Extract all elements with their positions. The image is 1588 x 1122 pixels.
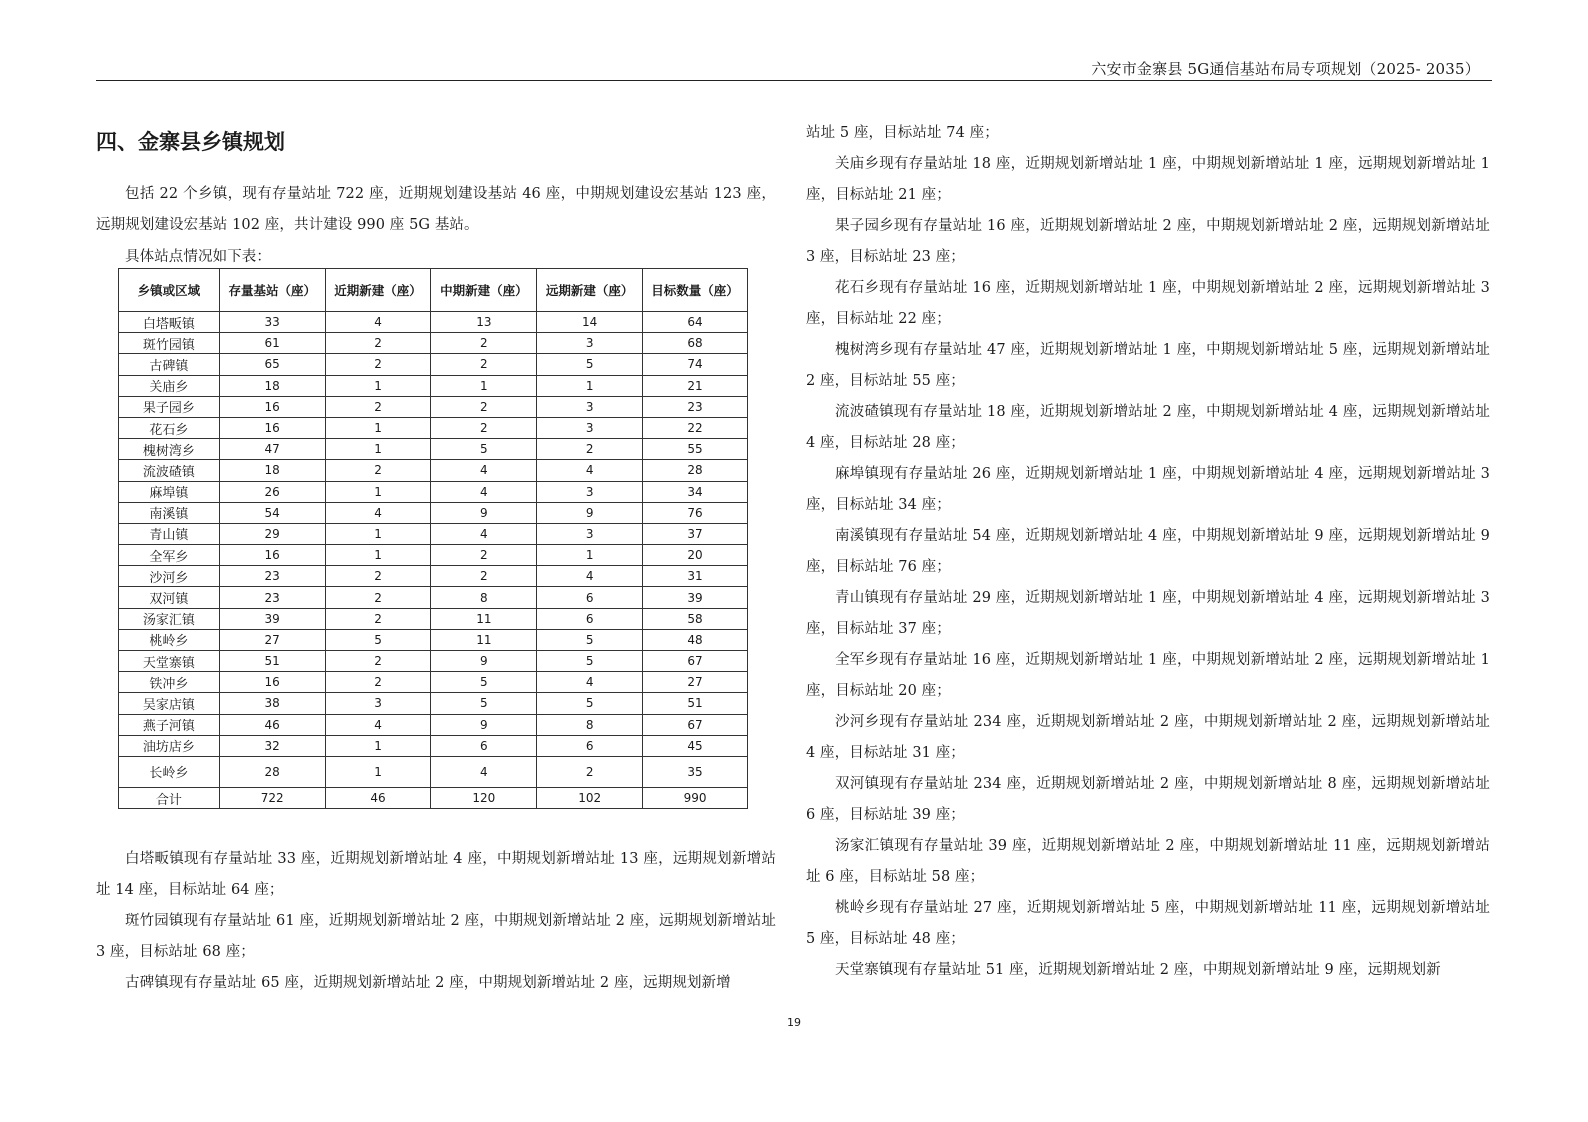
value-cell: 39 xyxy=(643,587,748,608)
table-row xyxy=(119,354,748,375)
town-name-cell: 古碑镇 xyxy=(119,354,220,375)
value-cell: 28 xyxy=(643,460,748,481)
value-cell: 29 xyxy=(219,523,325,544)
town-paragraph: 青山镇现有存量站址 29 座，近期规划新增站址 1 座，中期规划新增站址 4 座，远期规划新增站址 3 座，目标站址 37 座； xyxy=(806,590,1490,637)
right-column-text xyxy=(806,118,1490,986)
section-heading: 四、金寨县乡镇规划 xyxy=(96,130,285,154)
value-cell: 58 xyxy=(643,608,748,629)
intro-paragraph: 包括 22 个乡镇，现有存量站址 722 座，近期规划建设基站 46 座，中期规划建设宏基站 123 座，远期规划建设宏基站 102 座，共计建设 990 座 5G 基站。 xyxy=(96,186,776,233)
value-cell: 1 xyxy=(325,417,431,438)
value-cell: 1 xyxy=(325,756,431,787)
value-cell: 61 xyxy=(219,333,325,354)
table-row xyxy=(119,714,748,735)
value-cell: 1 xyxy=(537,375,643,396)
value-cell: 3 xyxy=(325,693,431,714)
value-cell: 4 xyxy=(325,714,431,735)
table-note: 具体站点情况如下表： xyxy=(125,249,271,265)
value-cell: 23 xyxy=(643,396,748,417)
town-name-cell: 铁冲乡 xyxy=(119,672,220,693)
value-cell: 9 xyxy=(431,714,537,735)
value-cell: 4 xyxy=(431,756,537,787)
value-cell: 5 xyxy=(431,693,537,714)
value-cell: 3 xyxy=(537,481,643,502)
value-cell: 2 xyxy=(431,354,537,375)
table-row xyxy=(119,545,748,566)
value-cell: 1 xyxy=(537,545,643,566)
left-column-text xyxy=(96,844,776,999)
table-header-cell: 中期新建（座） xyxy=(431,269,537,312)
town-name-cell: 吴家店镇 xyxy=(119,693,220,714)
town-name-cell: 油坊店乡 xyxy=(119,735,220,756)
value-cell: 1 xyxy=(325,523,431,544)
value-cell: 8 xyxy=(537,714,643,735)
value-cell: 55 xyxy=(643,439,748,460)
value-cell: 13 xyxy=(431,312,537,333)
table-body xyxy=(119,312,748,788)
town-name-cell: 青山镇 xyxy=(119,523,220,544)
site-statistics-table xyxy=(118,268,748,809)
town-paragraph: 双河镇现有存量站址 234 座，近期规划新增站址 2 座，中期规划新增站址 8 座，远期规划新增站址 6 座，目标站址 39 座； xyxy=(806,776,1490,823)
town-name-cell: 果子园乡 xyxy=(119,396,220,417)
value-cell: 6 xyxy=(537,587,643,608)
value-cell: 2 xyxy=(431,396,537,417)
town-name-cell: 全军乡 xyxy=(119,545,220,566)
value-cell: 33 xyxy=(219,312,325,333)
value-cell: 4 xyxy=(431,481,537,502)
value-cell: 3 xyxy=(537,333,643,354)
value-cell: 23 xyxy=(219,587,325,608)
total-cell: 102 xyxy=(537,787,643,808)
value-cell: 45 xyxy=(643,735,748,756)
value-cell: 9 xyxy=(537,502,643,523)
value-cell: 1 xyxy=(431,375,537,396)
table-header-cell: 近期新建（座） xyxy=(325,269,431,312)
town-paragraph: 斑竹园镇现有存量站址 61 座，近期规划新增站址 2 座，中期规划新增站址 2 座，远期规划新增站址 3 座，目标站址 68 座； xyxy=(96,913,776,960)
town-paragraph: 麻埠镇现有存量站址 26 座，近期规划新增站址 1 座，中期规划新增站址 4 座，远期规划新增站址 3 座，目标站址 34 座； xyxy=(806,466,1490,513)
value-cell: 20 xyxy=(643,545,748,566)
value-cell: 5 xyxy=(537,693,643,714)
value-cell: 35 xyxy=(643,756,748,787)
value-cell: 6 xyxy=(537,735,643,756)
table-header-cell: 乡镇或区域 xyxy=(119,269,220,312)
value-cell: 4 xyxy=(431,523,537,544)
table-header-cell: 远期新建（座） xyxy=(537,269,643,312)
value-cell: 2 xyxy=(537,756,643,787)
table-row xyxy=(119,481,748,502)
value-cell: 76 xyxy=(643,502,748,523)
value-cell: 21 xyxy=(643,375,748,396)
value-cell: 28 xyxy=(219,756,325,787)
value-cell: 1 xyxy=(325,545,431,566)
town-paragraph: 天堂寨镇现有存量站址 51 座，近期规划新增站址 2 座，中期规划新增站址 9 座，远期规划新 xyxy=(835,962,1441,978)
value-cell: 4 xyxy=(325,502,431,523)
town-paragraph: 流波碴镇现有存量站址 18 座，近期规划新增站址 2 座，中期规划新增站址 4 座，远期规划新增站址 4 座，目标站址 28 座； xyxy=(806,404,1490,451)
table-row xyxy=(119,502,748,523)
table-row xyxy=(119,672,748,693)
town-paragraph: 槐树湾乡现有存量站址 47 座，近期规划新增站址 1 座，中期规划新增站址 5 座，远期规划新增站址 2 座，目标站址 55 座； xyxy=(806,342,1490,389)
value-cell: 2 xyxy=(325,333,431,354)
value-cell: 9 xyxy=(431,502,537,523)
table-row xyxy=(119,735,748,756)
value-cell: 5 xyxy=(325,629,431,650)
table-row xyxy=(119,375,748,396)
value-cell: 54 xyxy=(219,502,325,523)
table-row xyxy=(119,587,748,608)
value-cell: 6 xyxy=(431,735,537,756)
value-cell: 5 xyxy=(431,439,537,460)
value-cell: 26 xyxy=(219,481,325,502)
value-cell: 5 xyxy=(537,354,643,375)
table-row xyxy=(119,439,748,460)
town-paragraph: 古碑镇现有存量站址 65 座，近期规划新增站址 2 座，中期规划新增站址 2 座，远期规划新增 xyxy=(125,975,731,991)
town-name-cell: 汤家汇镇 xyxy=(119,608,220,629)
value-cell: 2 xyxy=(325,651,431,672)
value-cell: 2 xyxy=(325,608,431,629)
value-cell: 37 xyxy=(643,523,748,544)
table-total-row xyxy=(119,787,748,808)
town-name-cell: 桃岭乡 xyxy=(119,629,220,650)
value-cell: 2 xyxy=(325,396,431,417)
table-row xyxy=(119,523,748,544)
town-paragraph: 桃岭乡现有存量站址 27 座，近期规划新增站址 5 座，中期规划新增站址 11 座，远期规划新增站址 5 座，目标站址 48 座； xyxy=(806,900,1490,947)
town-name-cell: 花石乡 xyxy=(119,417,220,438)
table-header-cell: 目标数量（座） xyxy=(643,269,748,312)
value-cell: 16 xyxy=(219,545,325,566)
total-label-cell: 合计 xyxy=(119,787,220,808)
value-cell: 4 xyxy=(537,566,643,587)
town-name-cell: 天堂寨镇 xyxy=(119,651,220,672)
table-row xyxy=(119,566,748,587)
town-name-cell: 沙河乡 xyxy=(119,566,220,587)
value-cell: 48 xyxy=(643,629,748,650)
town-paragraph: 沙河乡现有存量站址 234 座，近期规划新增站址 2 座，中期规划新增站址 2 座，远期规划新增站址 4 座，目标站址 31 座； xyxy=(806,714,1490,761)
value-cell: 2 xyxy=(325,460,431,481)
value-cell: 2 xyxy=(431,417,537,438)
value-cell: 11 xyxy=(431,608,537,629)
value-cell: 74 xyxy=(643,354,748,375)
table-header-cell: 存量基站（座） xyxy=(219,269,325,312)
value-cell: 6 xyxy=(537,608,643,629)
value-cell: 39 xyxy=(219,608,325,629)
value-cell: 2 xyxy=(537,439,643,460)
town-name-cell: 白塔畈镇 xyxy=(119,312,220,333)
value-cell: 4 xyxy=(537,672,643,693)
value-cell: 3 xyxy=(537,396,643,417)
table-row xyxy=(119,629,748,650)
table-row xyxy=(119,396,748,417)
value-cell: 22 xyxy=(643,417,748,438)
value-cell: 51 xyxy=(219,651,325,672)
table-row xyxy=(119,651,748,672)
value-cell: 2 xyxy=(431,545,537,566)
value-cell: 27 xyxy=(219,629,325,650)
value-cell: 1 xyxy=(325,439,431,460)
value-cell: 5 xyxy=(537,651,643,672)
value-cell: 2 xyxy=(325,354,431,375)
value-cell: 14 xyxy=(537,312,643,333)
value-cell: 5 xyxy=(537,629,643,650)
table-row xyxy=(119,460,748,481)
town-name-cell: 双河镇 xyxy=(119,587,220,608)
value-cell: 38 xyxy=(219,693,325,714)
value-cell: 51 xyxy=(643,693,748,714)
value-cell: 2 xyxy=(431,333,537,354)
total-cell: 120 xyxy=(431,787,537,808)
table-row xyxy=(119,608,748,629)
value-cell: 16 xyxy=(219,417,325,438)
table-row xyxy=(119,693,748,714)
value-cell: 4 xyxy=(431,460,537,481)
value-cell: 11 xyxy=(431,629,537,650)
town-paragraph: 关庙乡现有存量站址 18 座，近期规划新增站址 1 座，中期规划新增站址 1 座，远期规划新增站址 1 座，目标站址 21 座； xyxy=(806,156,1490,203)
value-cell: 4 xyxy=(537,460,643,481)
value-cell: 18 xyxy=(219,460,325,481)
value-cell: 1 xyxy=(325,481,431,502)
total-cell: 990 xyxy=(643,787,748,808)
total-cell: 722 xyxy=(219,787,325,808)
town-name-cell: 关庙乡 xyxy=(119,375,220,396)
value-cell: 34 xyxy=(643,481,748,502)
value-cell: 1 xyxy=(325,375,431,396)
town-name-cell: 南溪镇 xyxy=(119,502,220,523)
value-cell: 65 xyxy=(219,354,325,375)
value-cell: 3 xyxy=(537,523,643,544)
town-paragraph: 南溪镇现有存量站址 54 座，近期规划新增站址 4 座，中期规划新增站址 9 座，远期规划新增站址 9 座，目标站址 76 座； xyxy=(806,528,1490,575)
town-name-cell: 斑竹园镇 xyxy=(119,333,220,354)
value-cell: 67 xyxy=(643,651,748,672)
value-cell: 4 xyxy=(325,312,431,333)
value-cell: 27 xyxy=(643,672,748,693)
value-cell: 67 xyxy=(643,714,748,735)
value-cell: 2 xyxy=(431,566,537,587)
page-number: 19 xyxy=(787,1016,801,1029)
value-cell: 16 xyxy=(219,396,325,417)
value-cell: 2 xyxy=(325,566,431,587)
town-paragraph: 站址 5 座，目标站址 74 座； xyxy=(806,125,999,141)
value-cell: 2 xyxy=(325,672,431,693)
header-divider xyxy=(96,80,1492,81)
value-cell: 3 xyxy=(537,417,643,438)
table-row xyxy=(119,333,748,354)
value-cell: 68 xyxy=(643,333,748,354)
value-cell: 5 xyxy=(431,672,537,693)
value-cell: 18 xyxy=(219,375,325,396)
town-name-cell: 长岭乡 xyxy=(119,756,220,787)
value-cell: 2 xyxy=(325,587,431,608)
town-name-cell: 麻埠镇 xyxy=(119,481,220,502)
town-name-cell: 流波碴镇 xyxy=(119,460,220,481)
value-cell: 31 xyxy=(643,566,748,587)
town-paragraph: 果子园乡现有存量站址 16 座，近期规划新增站址 2 座，中期规划新增站址 2 座，远期规划新增站址 3 座，目标站址 23 座； xyxy=(806,218,1490,265)
value-cell: 9 xyxy=(431,651,537,672)
value-cell: 16 xyxy=(219,672,325,693)
value-cell: 64 xyxy=(643,312,748,333)
value-cell: 32 xyxy=(219,735,325,756)
value-cell: 23 xyxy=(219,566,325,587)
value-cell: 47 xyxy=(219,439,325,460)
town-paragraph: 全军乡现有存量站址 16 座，近期规划新增站址 1 座，中期规划新增站址 2 座，远期规划新增站址 1 座，目标站址 20 座； xyxy=(806,652,1490,699)
value-cell: 8 xyxy=(431,587,537,608)
table-row xyxy=(119,756,748,787)
value-cell: 1 xyxy=(325,735,431,756)
town-paragraph: 花石乡现有存量站址 16 座，近期规划新增站址 1 座，中期规划新增站址 2 座，远期规划新增站址 3 座，目标站址 22 座； xyxy=(806,280,1490,327)
page-header-title: 六安市金寨县 5G通信基站布局专项规划（2025- 2035） xyxy=(1091,60,1480,78)
town-paragraph: 白塔畈镇现有存量站址 33 座，近期规划新增站址 4 座，中期规划新增站址 13 座，远期规划新增站址 14 座，目标站址 64 座； xyxy=(96,851,776,898)
table-header-row xyxy=(119,269,748,312)
town-paragraph: 汤家汇镇现有存量站址 39 座，近期规划新增站址 2 座，中期规划新增站址 11 座，远期规划新增站址 6 座，目标站址 58 座； xyxy=(806,838,1490,885)
total-cell: 46 xyxy=(325,787,431,808)
town-name-cell: 燕子河镇 xyxy=(119,714,220,735)
table-row xyxy=(119,417,748,438)
town-name-cell: 槐树湾乡 xyxy=(119,439,220,460)
table-row xyxy=(119,312,748,333)
value-cell: 46 xyxy=(219,714,325,735)
